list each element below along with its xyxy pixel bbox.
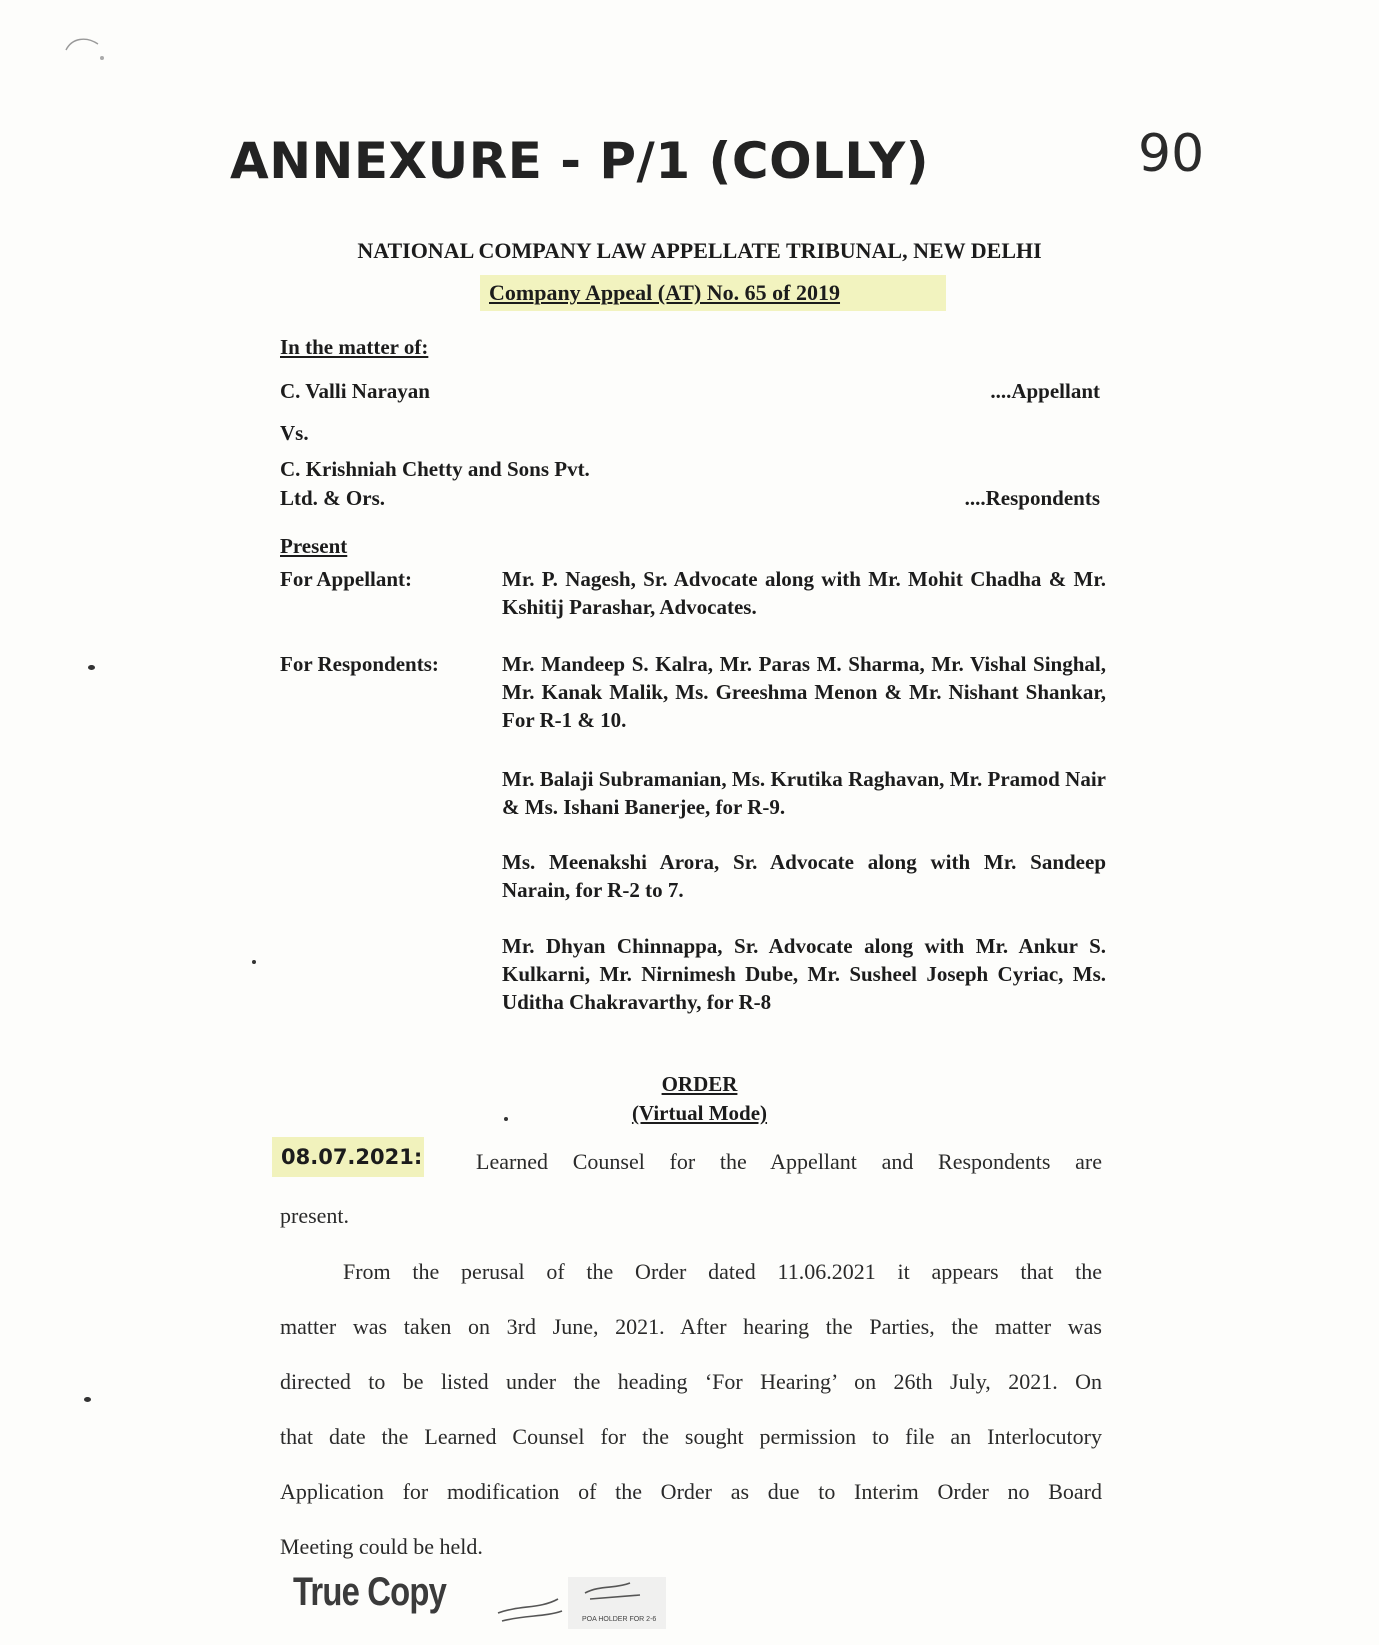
respondent-name-line2: Ltd. & Ors. (280, 486, 385, 510)
true-copy-stamp: True Copy (293, 1570, 447, 1614)
scan-speck (88, 665, 95, 670)
respondent-role: ....Respondents (964, 486, 1100, 510)
order-first-line-cont: present. (280, 1203, 350, 1228)
order-para-line-1: From the perusal of the Order dated 11.06.2021 it appears that the (343, 1259, 1102, 1284)
order-para-line-5: Application for modification of the Order as due to Interim Order no Board (280, 1479, 1102, 1504)
present-heading: Present (280, 534, 348, 558)
respondent-counsel-r1-r10: Mr. Mandeep S. Kalra, Mr. Paras M. Sharma, Mr. Vishal Singhal, Mr. Kanak Malik, Ms. Greeshma Menon & Mr. Nishant Shankar, For R-1 & 10. (502, 652, 1106, 732)
appellant-counsel-label: For Appellant: (280, 567, 413, 591)
respondent-counsel-r2-r7: Ms. Meenakshi Arora, Sr. Advocate along with Mr. Sandeep Narain, for R-2 to 7. (502, 850, 1106, 902)
page-number: 90 (1138, 124, 1205, 184)
order-para-line-3: directed to be listed under the heading ‘For Hearing’ on 26th July, 2021. On (280, 1369, 1102, 1394)
respondent-counsel-r8: Mr. Dhyan Chinnappa, Sr. Advocate along with Mr. Ankur S. Kulkarni, Mr. Nirnimesh Dube, Mr. Susheel Joseph Cyriac, Ms. Uditha Chakravarthy, for R-8 (502, 934, 1106, 1014)
respondent-counsel-r9: Mr. Balaji Subramanian, Ms. Krutika Raghavan, Mr. Pramod Nair & Ms. Ishani Banerjee, for R-9. (502, 767, 1106, 819)
versus-label: Vs. (280, 421, 309, 445)
annexure-title: ANNEXURE - P/1 (COLLY) (230, 132, 930, 190)
matter-heading: In the matter of: (280, 335, 429, 359)
order-subtitle: (Virtual Mode) (631, 1101, 768, 1125)
respondent-name-line1: C. Krishniah Chetty and Sons Pvt. (280, 457, 590, 481)
scan-speck (84, 1397, 91, 1402)
order-title: ORDER (661, 1072, 738, 1096)
order-para-line-2: matter was taken on 3rd June, 2021. After hearing the Parties, the matter was (280, 1314, 1102, 1339)
order-date: 08.07.2021: (281, 1145, 423, 1169)
order-para-line-6: Meeting could be held. (280, 1534, 483, 1559)
scan-mark (62, 30, 112, 70)
case-number: Company Appeal (AT) No. 65 of 2019 (489, 280, 841, 305)
appellant-role: ....Appellant (990, 379, 1100, 403)
tribunal-name: NATIONAL COMPANY LAW APPELLATE TRIBUNAL, NEW DELHI (357, 238, 1042, 263)
respondents-counsel-label: For Respondents: (280, 652, 439, 676)
order-para-line-4: that date the Learned Counsel for the sought permission to file an Interlocutory (280, 1424, 1102, 1449)
appellant-counsel: Mr. P. Nagesh, Sr. Advocate along with Mr. Mohit Chadha & Mr. Kshitij Parashar, Advocates. (502, 567, 1106, 619)
svg-text:POA HOLDER FOR 2-6: POA HOLDER FOR 2-6 (582, 1616, 657, 1623)
signature-mark (490, 1575, 670, 1635)
scan-speck (504, 1117, 508, 1121)
scan-speck (252, 960, 256, 964)
appellant-name: C. Valli Narayan (280, 379, 430, 403)
order-first-line: Learned Counsel for the Appellant and Respondents are (476, 1149, 1102, 1174)
